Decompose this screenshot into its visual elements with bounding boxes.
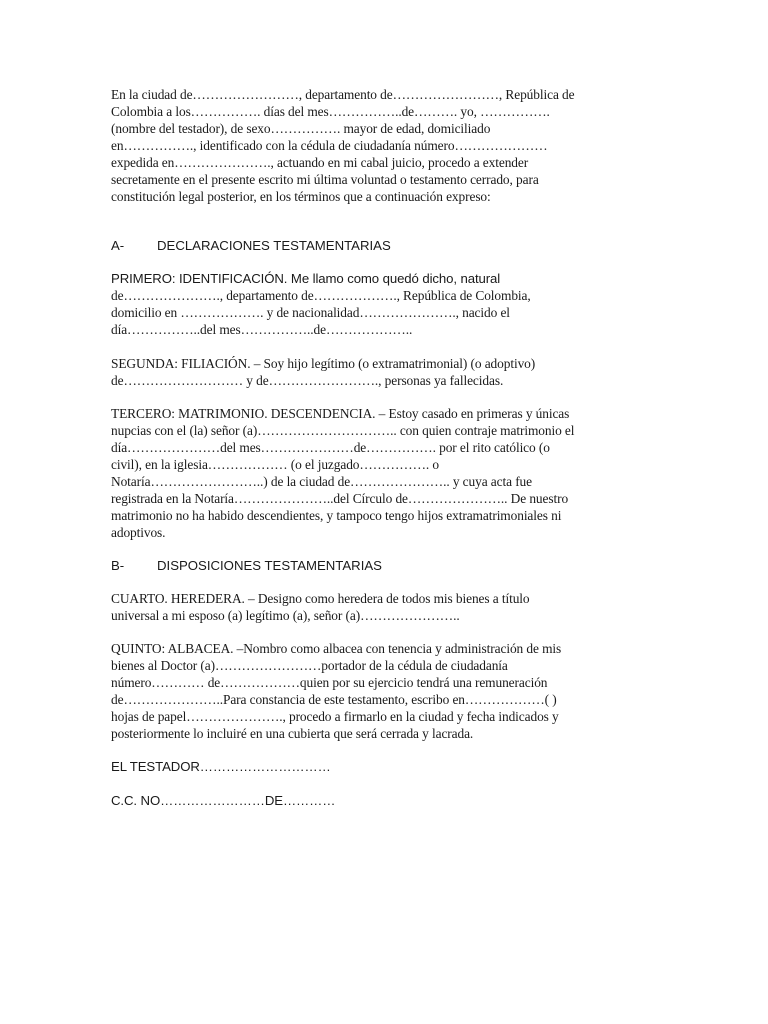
quinto-line: bienes al Doctor (a)……………………portador de la cédula de ciudadanía	[111, 658, 508, 673]
tercero-line: civil), en la iglesia……………… (o el juzgado……………. o	[111, 457, 439, 472]
primero-line: de…………………., departamento de………………., República de Colombia,	[111, 288, 531, 303]
segunda-line: SEGUNDA: FILIACIÓN. – Soy hijo legítimo (o extramatrimonial) (o adoptivo)	[111, 356, 536, 371]
primero-line: PRIMERO: IDENTIFICACIÓN. Me llamo como quedó dicho, natural	[111, 271, 501, 286]
section-b-heading	[111, 557, 382, 574]
intro-line: (nombre del testador), de sexo……………. mayor de edad, domiciliado	[111, 121, 491, 136]
quinto-paragraph	[111, 640, 659, 742]
id-number-line	[111, 792, 659, 809]
section-b-letter: B-	[111, 558, 125, 573]
quinto-line: de…………………..Para constancia de este testamento, escribo en………………( )	[111, 692, 557, 707]
cuarto-line: CUARTO. HEREDERA. – Designo como heredera de todos mis bienes a título	[111, 591, 530, 606]
intro-line: expedida en…………………., actuando en mi cabal juicio, procedo a extender	[111, 155, 529, 170]
tercero-line: TERCERO: MATRIMONIO. DESCENDENCIA. – Estoy casado en primeras y únicas	[111, 406, 570, 421]
section-a-heading	[111, 237, 391, 254]
quinto-line: número………… de………………quien por su ejercicio tendrá una remuneración	[111, 675, 548, 690]
tercero-line: día…………………del mes…………………de……………. por el rito católico (o	[111, 440, 550, 455]
primero-line: día……………..del mes……………..de………………..	[111, 322, 413, 337]
id-label: C.C. NO……………………DE…………	[111, 793, 336, 808]
quinto-line: QUINTO: ALBACEA. –Nombro como albacea con tenencia y administración de mis	[111, 641, 562, 656]
testator-signature-line	[111, 758, 659, 775]
intro-line: secretamente en el presente escrito mi última voluntad o testamento cerrado, para	[111, 172, 539, 187]
tercero-line: registrada en la Notaría…………………..del Círculo de………………….. De nuestro	[111, 491, 569, 506]
segunda-line: de……………………… y de……………………., personas ya fallecidas.	[111, 373, 504, 388]
tercero-line: nupcias con el (la) señor (a)………………………….. con quien contraje matrimonio el	[111, 423, 575, 438]
intro-line: En la ciudad de……………………, departamento de……………………, República de	[111, 87, 575, 102]
intro-line: Colombia a los……………. días del mes……………..de………. yo, …………….	[111, 104, 550, 119]
tercero-line: adoptivos.	[111, 525, 166, 540]
section-b-title: DISPOSICIONES TESTAMENTARIAS	[157, 558, 382, 573]
primero-paragraph	[111, 270, 659, 338]
cuarto-line: universal a mi esposo (a) legítimo (a), señor (a)…………………..	[111, 608, 460, 623]
testator-label: EL TESTADOR…………………………	[111, 759, 331, 774]
segunda-paragraph	[111, 355, 659, 389]
intro-line: constitución legal posterior, en los términos que a continuación expreso:	[111, 189, 491, 204]
quinto-line: posteriormente lo incluiré en una cubierta que será cerrada y lacrada.	[111, 726, 474, 741]
tercero-line: matrimonio no ha habido descendientes, y tampoco tengo hijos extramatrimoniales ni	[111, 508, 562, 523]
section-a-title: DECLARACIONES TESTAMENTARIAS	[157, 238, 391, 253]
intro-line: en……………., identificado con la cédula de ciudadanía número…………………	[111, 138, 548, 153]
cuarto-paragraph	[111, 590, 659, 624]
tercero-line: Notaría……………………..) de la ciudad de………………….. y cuya acta fue	[111, 474, 532, 489]
section-a-letter: A-	[111, 238, 125, 253]
primero-line: domicilio en ………………. y de nacionalidad…………………., nacido el	[111, 305, 510, 320]
tercero-paragraph	[111, 405, 659, 541]
intro-paragraph	[111, 86, 659, 205]
quinto-line: hojas de papel…………………., procedo a firmarlo en la ciudad y fecha indicados y	[111, 709, 559, 724]
